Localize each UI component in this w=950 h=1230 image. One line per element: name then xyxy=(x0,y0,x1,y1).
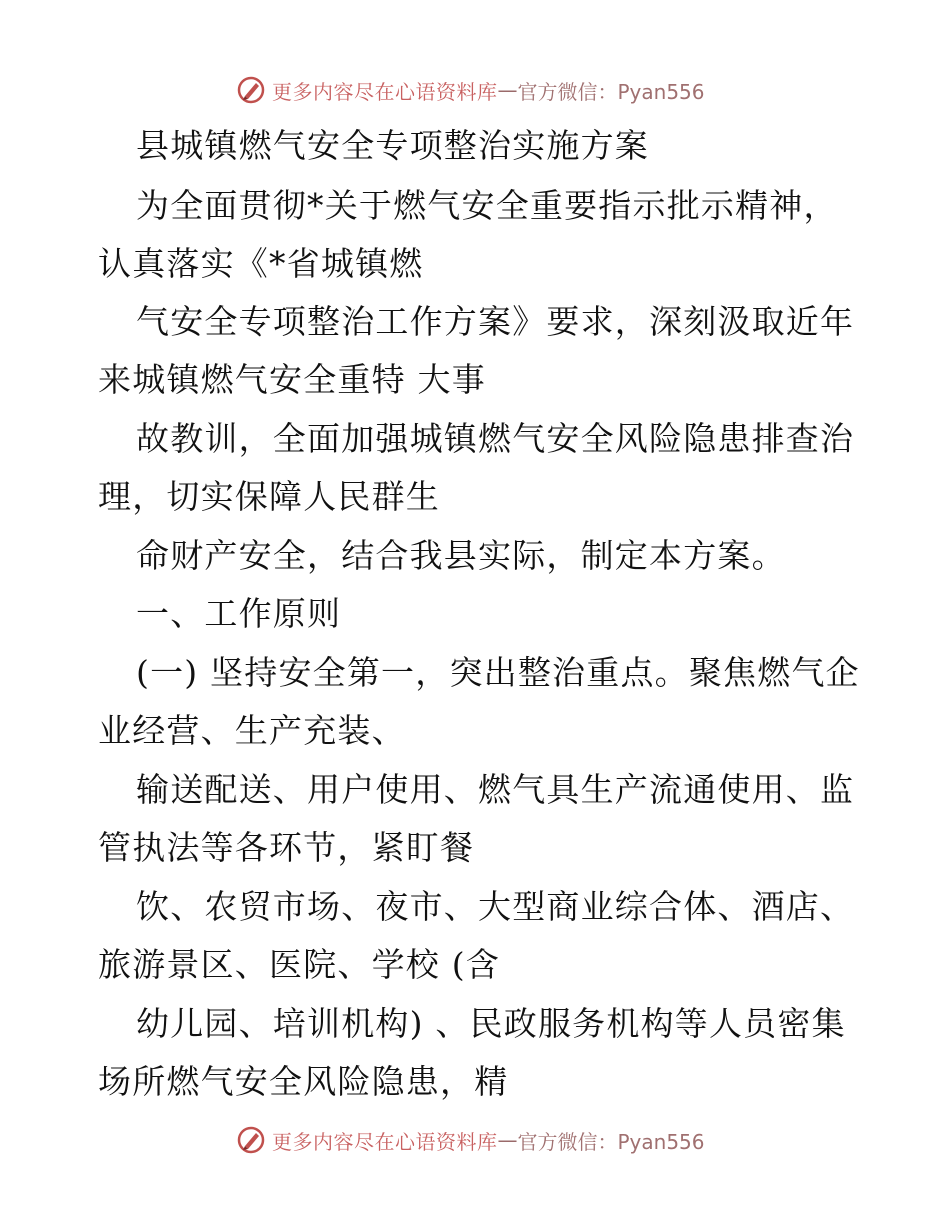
watermark-contact: 官方微信：Pyan556 xyxy=(517,79,705,104)
watermark-dash: — xyxy=(497,78,518,102)
paragraph-line: 理，切实保障人民群生 xyxy=(98,477,440,516)
paragraph-line: 来城镇燃气安全重特 大事 xyxy=(98,360,486,399)
watermark-text: 更多内容尽在心语资料库 xyxy=(272,1129,498,1154)
watermark-banner-bottom xyxy=(0,1120,950,1160)
paragraph-line: 管执法等各环节，紧盯餐 xyxy=(98,828,475,867)
pen-circle-logo-icon xyxy=(236,75,266,105)
paragraph-line: 气安全专项整治工作方案》要求，深刻汲取近年 xyxy=(136,302,855,341)
paragraph-line: 输送配送、用户使用、燃气具生产流通使用、监 xyxy=(136,770,855,809)
paragraph-line: 为全面贯彻*关于燃气安全重要指示批示精神， xyxy=(136,186,838,225)
document-title: 县城镇燃气安全专项整治实施方案 xyxy=(136,126,649,165)
watermark-dash: — xyxy=(497,1128,518,1152)
paragraph-line: 业经营、生产充装、 xyxy=(98,711,406,750)
paragraph-line: (一) 坚持安全第一，突出整治重点。聚焦燃气企 xyxy=(136,653,860,692)
watermark-banner-top xyxy=(0,70,950,110)
paragraph-line: 幼儿园、培训机构) 、民政服务机构等人员密集 xyxy=(136,1004,846,1043)
paragraph-line: 场所燃气安全风险隐患，精 xyxy=(98,1062,509,1101)
paragraph-line: 故教训，全面加强城镇燃气安全风险隐患排查治 xyxy=(136,419,855,458)
pen-circle-logo-icon xyxy=(236,1125,266,1155)
watermark-text: 更多内容尽在心语资料库 xyxy=(272,79,498,104)
paragraph-line: 旅游景区、医院、学校 (含 xyxy=(98,945,500,984)
paragraph-line: 饮、农贸市场、夜市、大型商业综合体、酒店、 xyxy=(136,887,855,926)
paragraph-line: 认真落实《*省城镇燃 xyxy=(98,244,424,283)
section-heading: 一、工作原则 xyxy=(136,594,342,633)
paragraph-line: 命财产安全，结合我县实际，制定本方案。 xyxy=(136,536,786,575)
watermark-contact: 官方微信：Pyan556 xyxy=(517,1129,705,1154)
